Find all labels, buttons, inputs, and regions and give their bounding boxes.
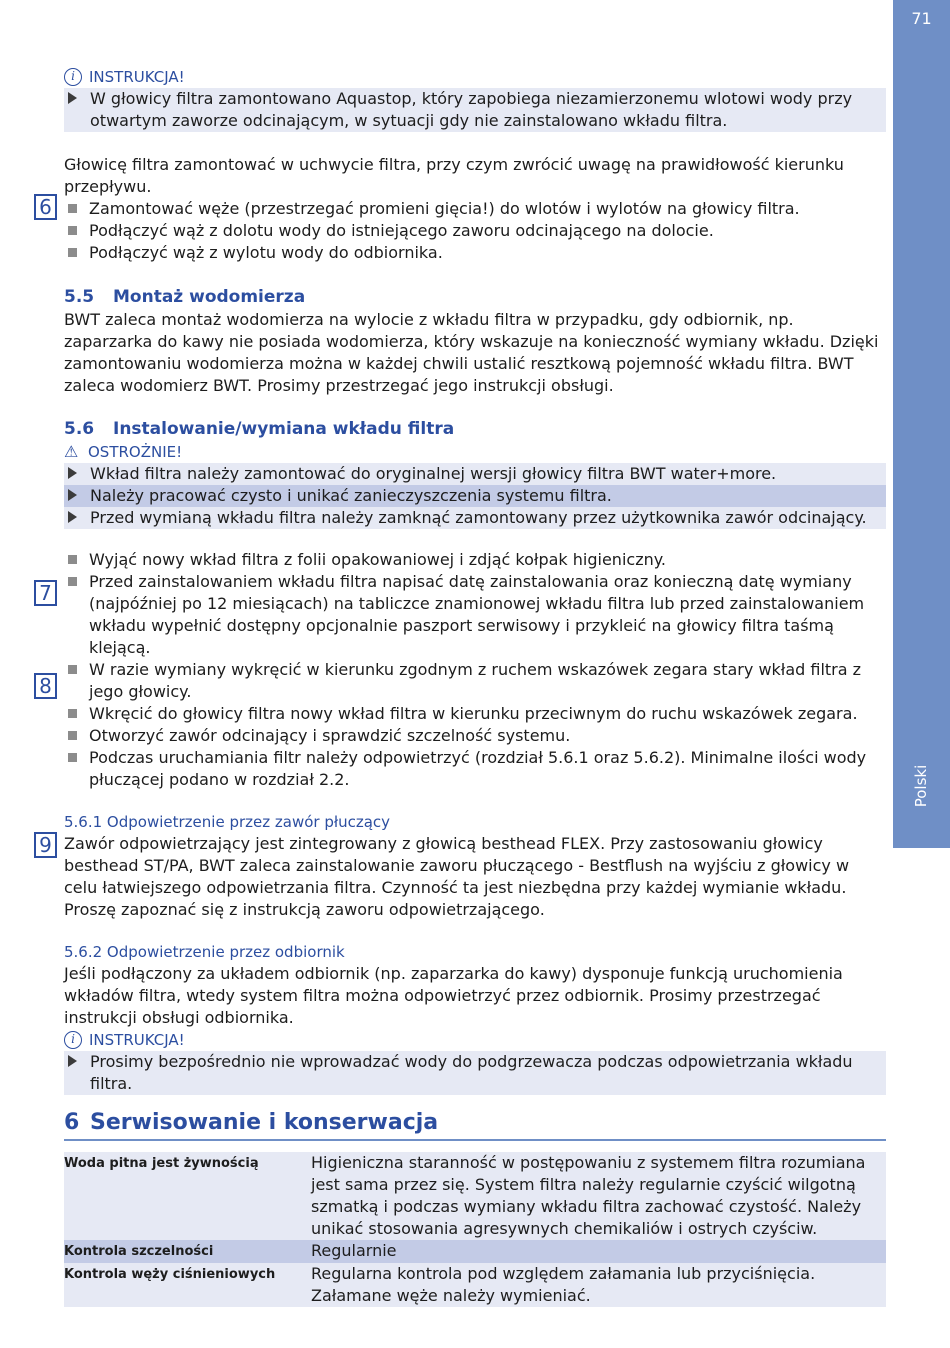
square-bullet-icon — [68, 577, 77, 586]
triangle-bullet-icon — [68, 489, 77, 501]
step-badge-6: 6 — [34, 194, 57, 220]
step-badge-7: 7 — [34, 580, 57, 606]
section-5-6-2-paragraph: Jeśli podłączony za układem odbiornik (np. zaparzarka do kawy) dysponuje funkcją uruchomienia wkładów filtra, wtedy system filtra można odpowietrzyć przez odbiornik. Prosimy przestrzegać instrukcji obsługi odbiornika. — [64, 964, 843, 1027]
note-heading: i INSTRUKCJA! — [64, 1029, 886, 1051]
section-heading-5-6-1: 5.6.1 Odpowietrzenie przez zawór płuczący — [64, 813, 391, 831]
list-item: Podczas uruchamiania filtr należy odpowietrzyć (rozdział 5.6.1 oraz 5.6.2). Minimalne ilości wody płuczącej podano w rozdział 2.2. — [64, 747, 886, 791]
chapter-heading-6: 6 Serwisowanie i konserwacja — [64, 1105, 886, 1141]
list-item: Przed zainstalowaniem wkładu filtra napisać datę zainstalowania oraz konieczną datę wymiany (najpóźniej po 12 miesiącach) na tabliczce znamionowej wkładu filtra lub przed zainstalowaniem wkładu wypełnić dostępny opcjonalnie paszport serwisowy i przykleić na głowicy filtra taśmą klejącą. — [64, 571, 886, 659]
table-label: Kontrola węży ciśnieniowych — [64, 1263, 311, 1307]
triangle-bullet-icon — [68, 467, 77, 479]
list-item: Zamontować węże (przestrzegać promieni gięcia!) do wlotów i wylotów na głowicy filtra. — [64, 198, 886, 220]
info-icon: i — [64, 1031, 82, 1049]
table-value: Regularna kontrola pod względem załamania lub przyciśnięcia. Załamane węże należy wymieniać. — [311, 1263, 886, 1307]
triangle-bullet-icon — [68, 92, 77, 104]
page-content — [64, 66, 886, 1307]
list-item: Wyjąć nowy wkład filtra z folii opakowaniowej i zdjąć kołpak higieniczny. — [64, 549, 886, 571]
note-text: W głowicy filtra zamontowano Aquastop, który zapobiega niezamierzonemu wlotowi wody przy otwartym zaworze odcinającym, w sytuacji gdy nie zainstalowano wkładu filtra. — [90, 89, 853, 130]
triangle-bullet-icon — [68, 511, 77, 523]
note-heading — [64, 66, 886, 88]
triangle-bullet-icon — [68, 1055, 77, 1067]
section-5-6-bullet-list — [64, 549, 886, 791]
section-5-6-1-paragraph: Zawór odpowietrzający jest zintegrowany z głowicą besthead FLEX. Przy zastosowaniu głowicy besthead ST/PA, BWT zaleca zainstalowanie zaworu płuczącego - Bestflush na wyjściu z głowicy w celu łatwiejszego odpowietrzania filtra. Czynność ta jest niezbędna przy każdej wymianie wkładu. Proszę zapoznać się z instrukcją zaworu odpowietrzającego. — [64, 834, 850, 919]
table-value: Higieniczna staranność w postępowaniu z systemem filtra rozumiana jest sama przez się. System filtra należy regularnie czyścić wilgotną szmatką i podczas wymiany wkładu filtra zachować czystość. Należy unikać stosowania agresywnych chemikaliów i ostrych czyściw. — [311, 1152, 886, 1240]
list-item: Otworzyć zawór odcinający i sprawdzić szczelność systemu. — [64, 725, 886, 747]
table-row — [64, 1263, 886, 1307]
square-bullet-icon — [68, 709, 77, 718]
warning-box — [64, 441, 886, 529]
square-bullet-icon — [68, 555, 77, 564]
language-tab — [893, 0, 950, 848]
page-number: 71 — [911, 9, 932, 28]
square-bullet-icon — [68, 665, 77, 674]
warning-row: Należy pracować czysto i unikać zanieczyszczenia systemu filtra. — [64, 485, 886, 507]
table-label: Woda pitna jest żywnością — [64, 1152, 311, 1240]
note-box — [64, 66, 886, 132]
table-value: Regularnie — [311, 1240, 886, 1263]
step-badge-9: 9 — [34, 832, 57, 858]
maintenance-table — [64, 1152, 886, 1307]
language-tab-label: Polski — [912, 764, 930, 808]
section-heading-5-5: 5.5 Montaż wodomierza — [64, 287, 306, 307]
square-bullet-icon — [68, 753, 77, 762]
table-row — [64, 1152, 886, 1240]
note-row — [64, 88, 886, 132]
intro-bullet-list — [64, 198, 886, 264]
list-item: Podłączyć wąż z dolotu wody do istniejącego zaworu odcinającego na dolocie. — [64, 220, 886, 242]
section-heading-5-6-2: 5.6.2 Odpowietrzenie przez odbiornik — [64, 943, 345, 961]
list-item: Podłączyć wąż z wylotu wody do odbiornika. — [64, 242, 886, 264]
warning-heading: ⚠ OSTROŻNIE! — [64, 442, 183, 461]
square-bullet-icon — [68, 731, 77, 740]
warning-row: Wkład filtra należy zamontować do oryginalnej wersji głowicy filtra BWT water+more. — [64, 463, 886, 485]
list-item: W razie wymiany wykręcić w kierunku zgodnym z ruchem wskazówek zegara stary wkład filtra z jego głowicy. — [64, 659, 886, 703]
table-label: Kontrola szczelności — [64, 1240, 311, 1263]
section-heading-5-6: 5.6 Instalowanie/wymiana wkładu filtra — [64, 419, 455, 439]
info-icon: i — [64, 68, 82, 86]
warning-icon: ⚠ — [64, 442, 79, 461]
table-row — [64, 1240, 886, 1263]
note-heading-label: INSTRUKCJA! — [89, 68, 185, 86]
step-badge-8: 8 — [34, 673, 57, 699]
intro-paragraph: Głowicę filtra zamontować w uchwycie filtra, przy czym zwrócić uwagę na prawidłowość kierunku przepływu. — [64, 155, 844, 196]
section-5-5-paragraph: BWT zaleca montaż wodomierza na wylocie z wkładu filtra w przypadku, gdy odbiornik, np. zaparzarka do kawy nie posiada wodomierza, który wskazuje na konieczność wymiany wkładu. Dzięki zamontowaniu wodomierza można w każdej chwili ustalić resztkową pojemność wkładu filtra. BWT zaleca wodomierz BWT. Prosimy przestrzegać jego instrukcji obsługi. — [64, 310, 879, 395]
warning-row: Przed wymianą wkładu filtra należy zamknąć zamontowany przez użytkownika zawór odcinający. — [64, 507, 886, 529]
square-bullet-icon — [68, 248, 77, 257]
list-item: Wkręcić do głowicy filtra nowy wkład filtra w kierunku przeciwnym do ruchu wskazówek zegara. — [64, 703, 886, 725]
note-box — [64, 1029, 886, 1095]
square-bullet-icon — [68, 226, 77, 235]
note-row: Prosimy bezpośrednio nie wprowadzać wody do podgrzewacza podczas odpowietrzania wkładu filtra. — [64, 1051, 886, 1095]
square-bullet-icon — [68, 204, 77, 213]
